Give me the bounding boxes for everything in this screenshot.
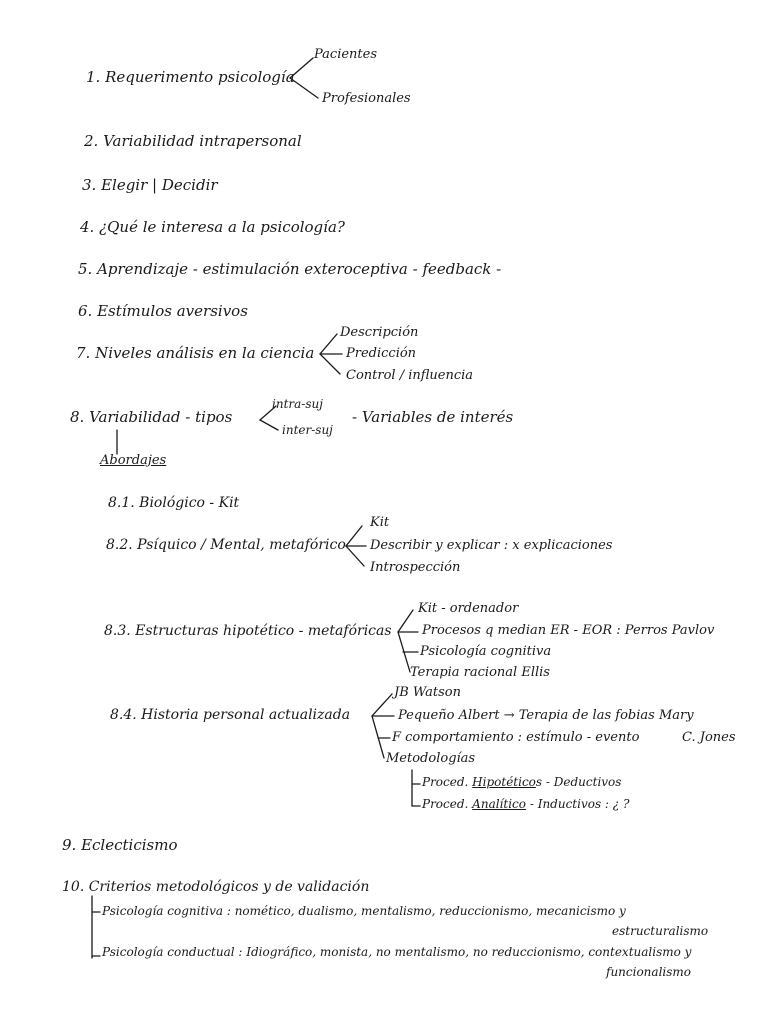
item-1-branch-1: Pacientes	[314, 47, 378, 62]
item-8-branch-2: inter-suj	[282, 423, 333, 437]
criterio-2: Psicología conductual : Idiográfico, monista, no mentalismo, no reduccionismo, contextualismo y	[102, 945, 692, 959]
item-6: 6. Estímulos aversivos	[78, 302, 248, 320]
item-8: 8. Variabilidad - tipos	[70, 408, 233, 426]
metodologia-2-c: - Inductivos : ¿ ?	[526, 797, 630, 811]
item-8-extra: - Variables de interés	[352, 408, 514, 426]
criterio-2-cont: funcionalismo	[606, 965, 692, 979]
item-7-branch-3: Control / influencia	[346, 368, 474, 383]
item-8-3: 8.3. Estructuras hipotético - metafóricas	[104, 623, 392, 639]
item-8-2-branch-3: Introspección	[370, 560, 461, 575]
metodologia-2-b: Analítico	[472, 797, 527, 811]
item-8-4-branch-1: JB Watson	[394, 685, 461, 700]
metodologia-2	[422, 798, 629, 810]
criterio-1: Psicología cognitiva : nomético, dualismo, mentalismo, reduccionismo, mecanicismo y	[102, 904, 626, 918]
item-8-1: 8.1. Biológico - Kit	[108, 495, 240, 511]
item-8-branch-1: intra-suj	[272, 397, 323, 411]
item-8-2: 8.2. Psíquico / Mental, metafórico	[106, 537, 346, 553]
item-8-3-branch-1: Kit - ordenador	[418, 601, 519, 616]
item-9: 9. Eclecticismo	[62, 836, 178, 854]
item-8-3-branch-4: Terapia racional Ellis	[410, 665, 550, 680]
item-8-4-branch-3: F comportamiento : estímulo - evento	[392, 730, 640, 745]
bracket-84	[372, 694, 392, 758]
item-2: 2. Variabilidad intrapersonal	[84, 132, 302, 150]
item-8-3-branch-2: Procesos q median ER - EOR : Perros Pavlov	[422, 623, 715, 638]
item-8-4: 8.4. Historia personal actualizada	[110, 707, 351, 723]
item-4: 4. ¿Qué le interesa a la psicología?	[80, 218, 345, 236]
item-8-2-branch-1: Kit	[370, 515, 390, 530]
metodologia-1-a: Proced.	[422, 775, 473, 789]
item-8-4-branch-2: Pequeño Albert → Terapia de las fobias Mary	[398, 708, 694, 723]
bracket-83	[398, 610, 413, 672]
item-5: 5. Aprendizaje - estimulación exteroceptiva - feedback -	[78, 260, 502, 278]
item-8-4-branch-3-note: C. Jones	[682, 730, 736, 745]
item-8-3-branch-3: Psicología cognitiva	[420, 644, 552, 659]
item-8-4-branch-4: Metodologías	[386, 751, 476, 766]
metodologia-1-b: Hipotético	[472, 775, 536, 789]
item-7-branch-1: Descripción	[340, 325, 419, 340]
item-8-2-branch-2: Describir y explicar : x explicaciones	[370, 538, 613, 553]
item-7: 7. Niveles análisis en la ciencia	[76, 344, 315, 362]
criterio-1-cont: estructuralismo	[612, 924, 709, 938]
item-10: 10. Criterios metodológicos y de validación	[62, 879, 370, 895]
item-1: 1. Requerimento psicología	[86, 68, 295, 86]
metodologia-1-c: s - Deductivos	[535, 775, 622, 789]
metodologia-1	[422, 776, 621, 788]
item-3: 3. Elegir | Decidir	[82, 176, 218, 194]
item-7-branch-2: Predicción	[346, 346, 417, 361]
item-1-branch-2: Profesionales	[322, 91, 411, 106]
item-8-sub-heading: Abordajes	[100, 453, 167, 468]
metodologia-2-a: Proced.	[422, 797, 473, 811]
